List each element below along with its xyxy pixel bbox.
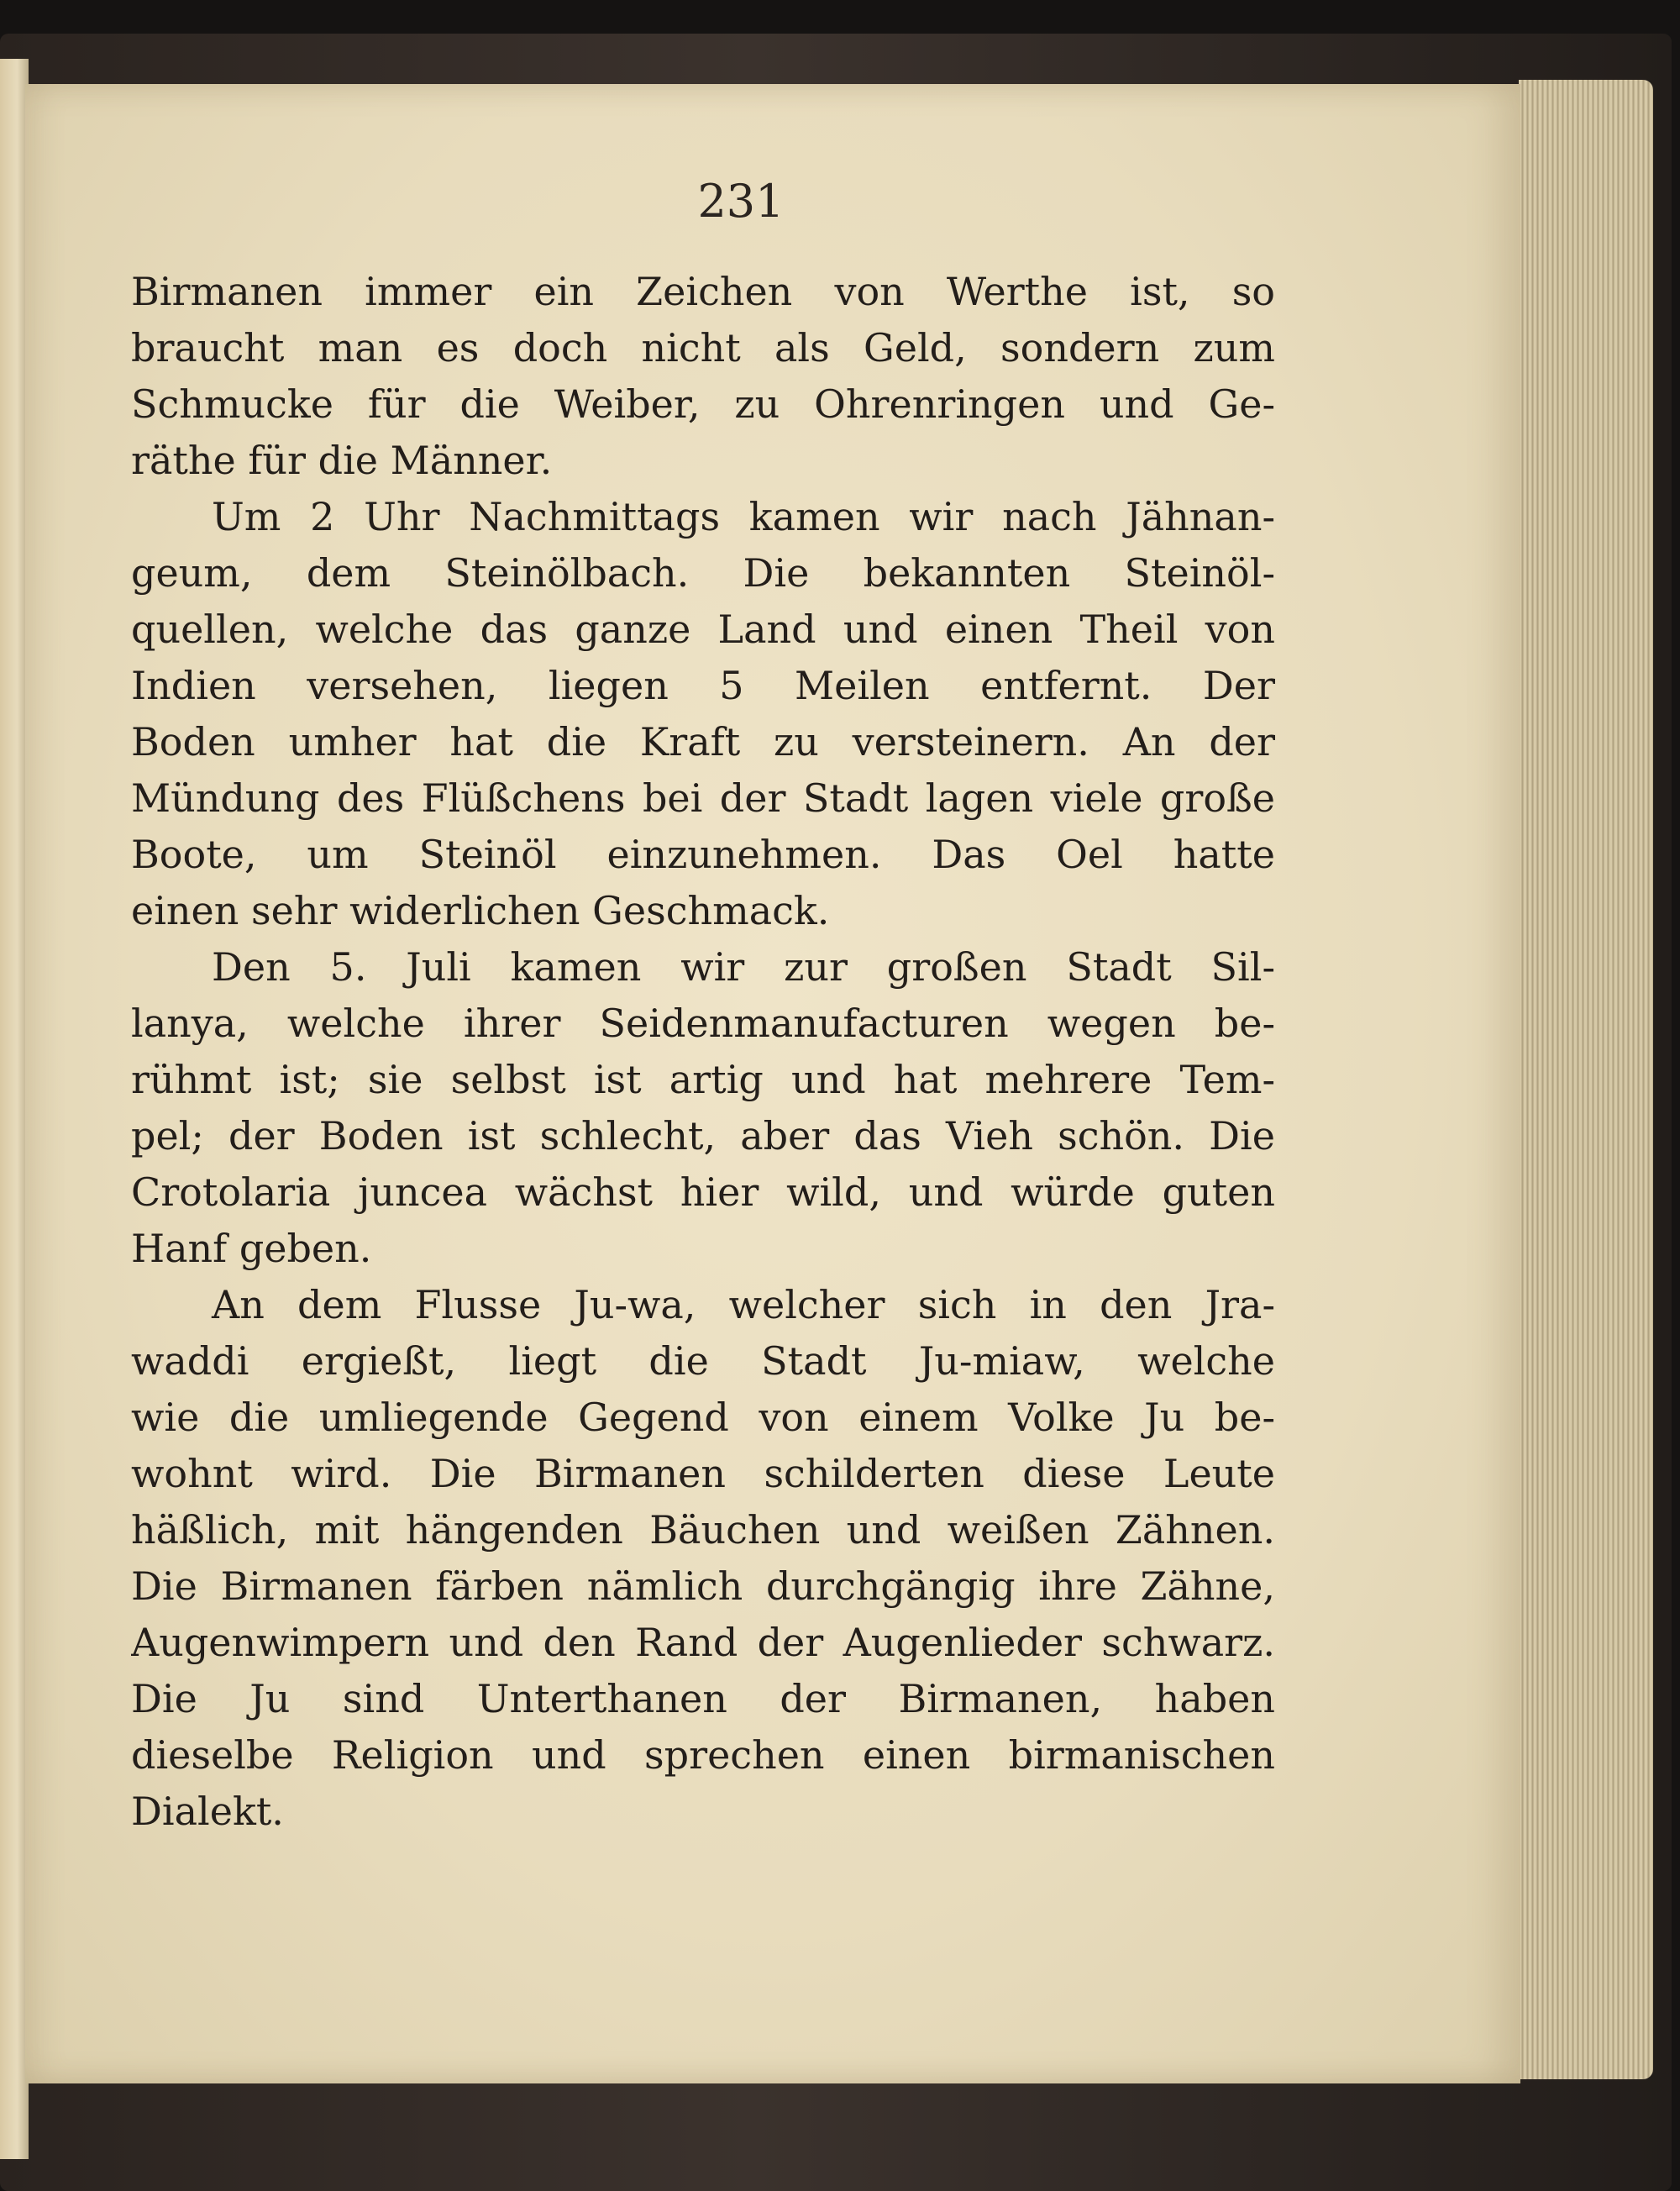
paragraph [131,939,1275,1277]
text-line: Den 5. Juli kamen wir zur großen Stadt Sil- [212,944,1275,990]
text-line: Schmucke für die Weiber, zu Ohrenringen und Ge- [131,381,1275,427]
text-line: rühmt ist; sie selbst ist artig und hat mehrere Tem- [131,1057,1275,1102]
text-line: braucht man es doch nicht als Geld, sondern zum [131,325,1275,370]
facing-page-edge [0,59,29,2159]
text-line: quellen, welche das ganze Land und einen Theil von [131,607,1275,652]
text-line: wohnt wird. Die Birmanen schilderten diese Leute [131,1451,1275,1496]
text-line: Augenwimpern und den Rand der Augenlieder schwarz. [131,1620,1275,1665]
text-line: Crotolaria juncea wächst hier wild, und würde guten [131,1169,1275,1215]
text-line: Boden umher hat die Kraft zu versteinern. An der [131,719,1275,764]
text-line: waddi ergießt, liegt die Stadt Ju-miaw, welche [131,1338,1275,1384]
text-line: Um 2 Uhr Nachmittags kamen wir nach Jähnan- [212,494,1275,539]
paragraph [131,489,1275,939]
text-line: Birmanen immer ein Zeichen von Werthe ist, so [131,269,1275,314]
text-line: Hanf geben. [131,1226,372,1271]
text-line: An dem Flusse Ju-wa, welcher sich in den Jra- [212,1282,1275,1327]
text-line: geum, dem Steinölbach. Die bekannten Steinöl- [131,550,1275,596]
text-line: dieselbe Religion und sprechen einen birmanischen [131,1732,1275,1778]
text-line: Indien versehen, liegen 5 Meilen entfernt. Der [131,663,1275,708]
page-number: 231 [697,175,785,228]
text-line: Boote, um Steinöl einzunehmen. Das Oel hatte [131,832,1275,877]
page-text [131,264,1275,1840]
text-line: lanya, welche ihrer Seidenmanufacturen wegen be- [131,1001,1275,1046]
text-line: pel; der Boden ist schlecht, aber das Vieh schön. Die [131,1113,1275,1159]
book-page [25,84,1520,2083]
text-line: häßlich, mit hängenden Bäuchen und weißen Zähnen. [131,1507,1275,1553]
text-line: räthe für die Männer. [131,438,553,483]
paragraph [131,264,1275,489]
text-line: einen sehr widerlichen Geschmack. [131,888,830,933]
text-line: wie die umliegende Gegend von einem Volke Ju be- [131,1395,1275,1440]
paragraph [131,1277,1275,1840]
text-line: Dialekt. [131,1789,284,1834]
text-line: Die Ju sind Unterthanen der Birmanen, haben [131,1676,1275,1721]
text-line: Die Birmanen färben nämlich durchgängig ihre Zähne, [131,1563,1275,1609]
book-fore-edge [1519,80,1653,2079]
text-line: Mündung des Flüßchens bei der Stadt lagen viele große [131,775,1275,821]
